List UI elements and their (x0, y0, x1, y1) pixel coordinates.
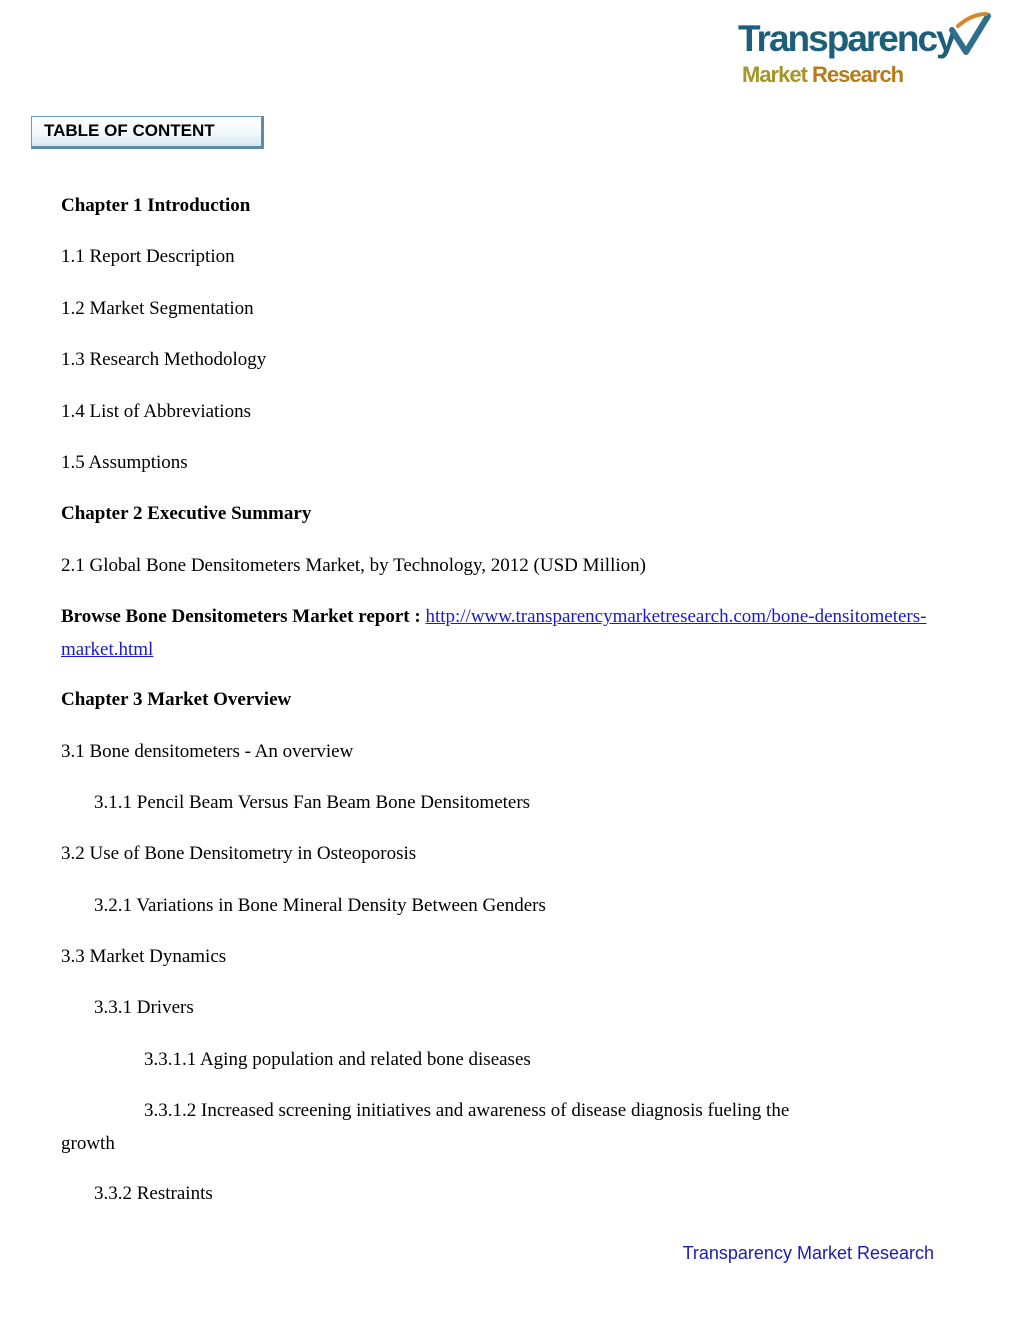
toc-entry-1-4: 1.4 List of Abbreviations (61, 400, 251, 422)
toc-entry-3-3-1-2-wrap: growth (61, 1133, 115, 1155)
toc-entry-3-2-1: 3.2.1 Variations in Bone Mineral Density Between Genders (94, 894, 546, 916)
toc-entry-1-2: 1.2 Market Segmentation (61, 297, 254, 319)
toc-entry-1-5: 1.5 Assumptions (61, 451, 188, 473)
toc-entry-3-3-1-2 (61, 1094, 941, 1160)
toc-entry-1-1: 1.1 Report Description (61, 246, 235, 268)
company-logo (738, 8, 998, 90)
toc-entry-3-1-1: 3.1.1 Pencil Beam Versus Fan Beam Bone Densitometers (94, 791, 531, 813)
toc-heading: TABLE OF CONTENT (44, 121, 215, 140)
logo-word-market: Market (742, 62, 807, 87)
toc-entry-3-3: 3.3 Market Dynamics (61, 946, 227, 968)
logo-wordmark-bottom (742, 64, 903, 86)
toc-chapter-3: Chapter 3 Market Overview (61, 689, 292, 711)
toc-entry-3-3-1-1: 3.3.1.1 Aging population and related bone diseases (144, 1048, 531, 1070)
logo-word-research: Research (812, 62, 904, 87)
toc-entry-1-3: 1.3 Research Methodology (61, 349, 267, 371)
browse-report-line (61, 600, 941, 666)
toc-entry-3-2: 3.2 Use of Bone Densitometry in Osteoporosis (61, 843, 417, 865)
toc-entry-3-3-1: 3.3.1 Drivers (94, 997, 194, 1019)
toc-entry-3-1: 3.1 Bone densitometers - An overview (61, 740, 354, 762)
checkmark-icon (938, 8, 994, 64)
footer-company-name: Transparency Market Research (682, 1243, 934, 1263)
toc-entry-3-3-2: 3.3.2 Restraints (94, 1183, 213, 1205)
logo-wordmark-top: Transparency (738, 18, 955, 59)
toc-chapter-2: Chapter 2 Executive Summary (61, 503, 312, 525)
toc-list (61, 192, 941, 1232)
toc-chapter-1: Chapter 1 Introduction (61, 195, 251, 216)
report-link[interactable]: http://www.transparencymarketresearch.com/bone-densitometers-market.html (61, 606, 927, 661)
browse-label: Browse Bone Densitometers Market report : (61, 606, 426, 628)
toc-entry-3-3-1-2-first: 3.3.1.2 Increased screening initiatives and awareness of disease diagnosis fueling the (144, 1100, 790, 1122)
toc-heading-box (31, 116, 264, 149)
toc-entry-2-1: 2.1 Global Bone Densitometers Market, by Technology, 2012 (USD Million) (61, 554, 646, 576)
